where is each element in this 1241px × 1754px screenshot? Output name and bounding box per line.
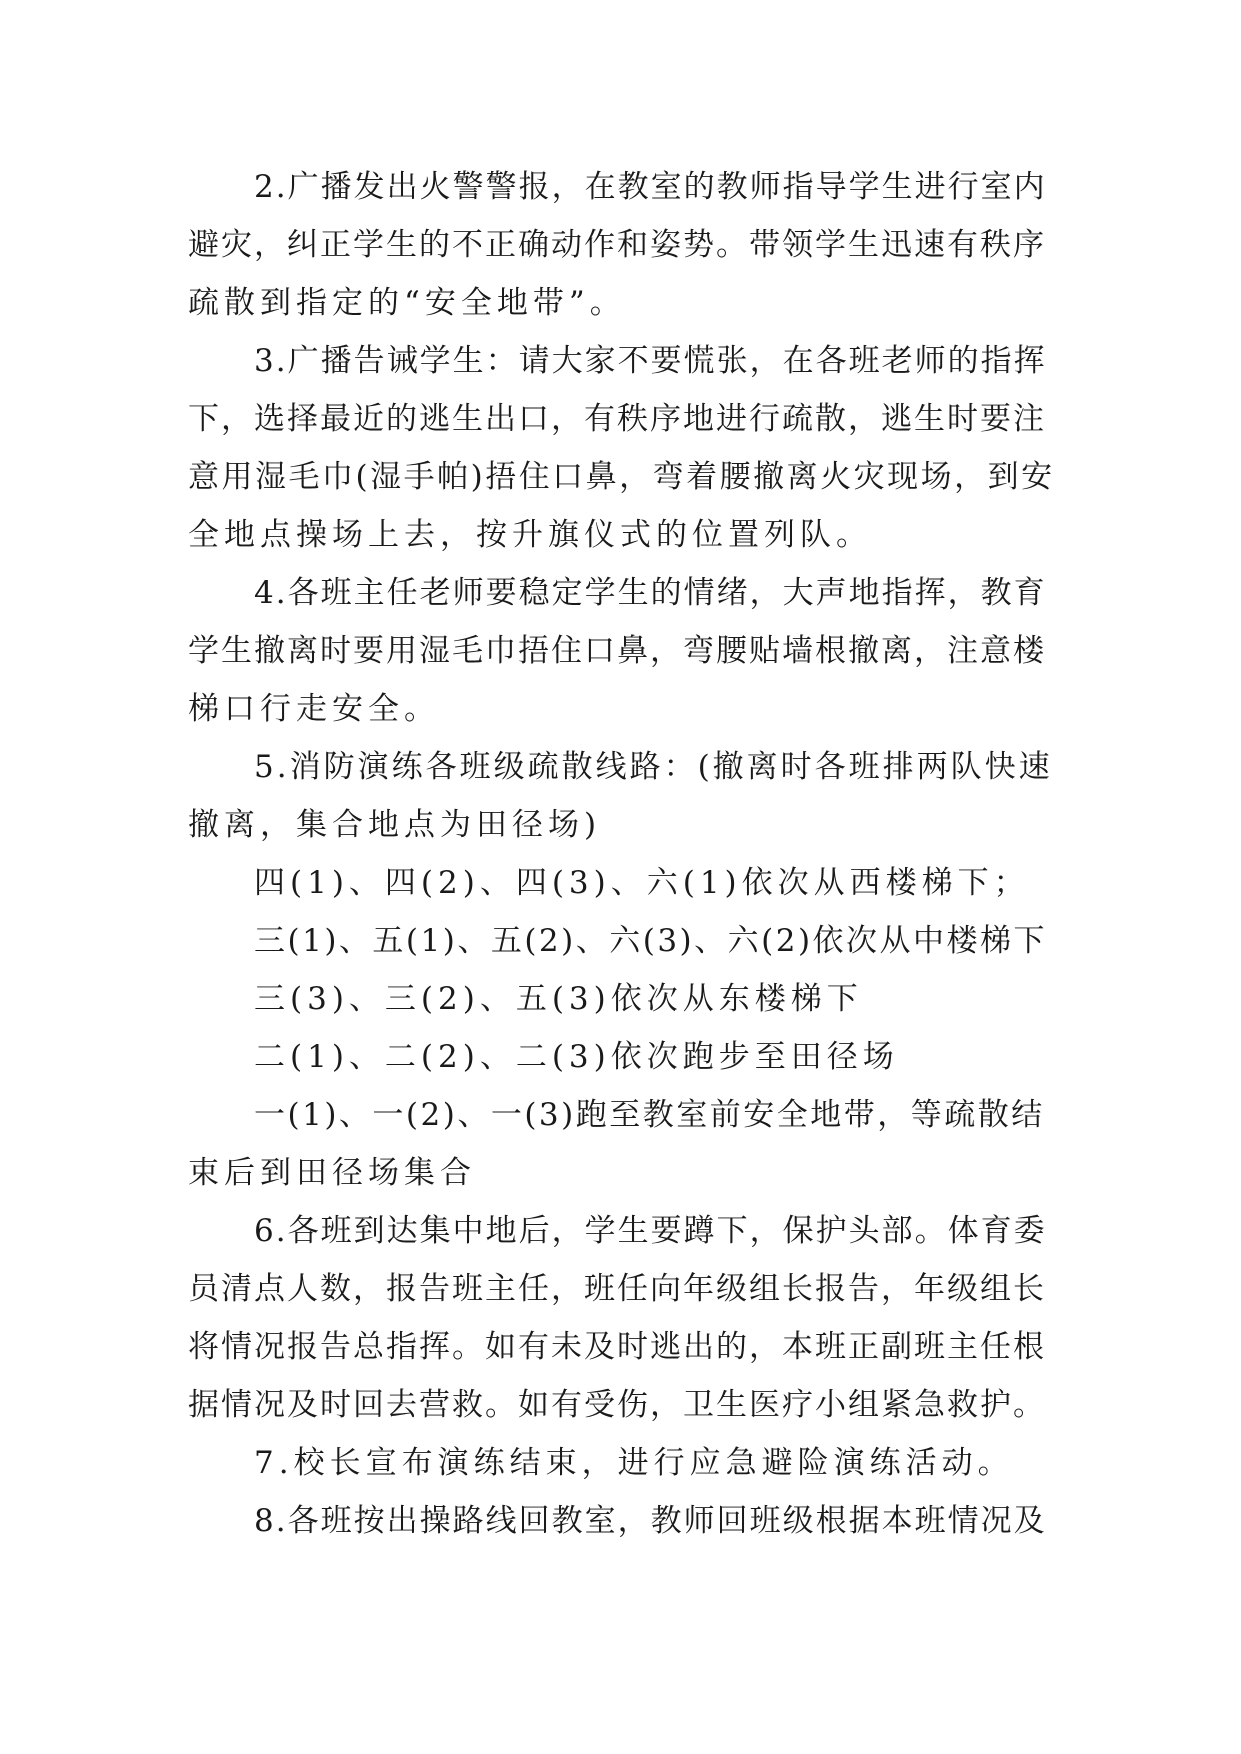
text-line-16: 二(1)、二(2)、二(3)依次跑步至田径场: [254, 1039, 899, 1075]
text-line-12: 撤离，集合地点为田径场): [188, 807, 602, 843]
text-line-24: 8.各班按出操路线回教室，教师回班级根据本班情况及: [254, 1503, 1047, 1539]
text-line-23: 7.校长宣布演练结束，进行应急避险演练活动。: [254, 1445, 1014, 1481]
text-line-8: 4.各班主任老师要稳定学生的情绪，大声地指挥，教育: [254, 575, 1047, 611]
text-line-21: 将情况报告总指挥。如有未及时逃出的，本班正副班主任根: [188, 1329, 1046, 1365]
text-line-7: 全地点操场上去，按升旗仪式的位置列队。: [188, 517, 872, 553]
text-line-11: 5.消防演练各班级疏散线路：(撤离时各班排两队快速: [254, 749, 1053, 785]
text-line-14: 三(1)、五(1)、五(2)、六(3)、六(2)依次从中楼梯下: [254, 923, 1048, 959]
text-line-18: 束后到田径场集合: [188, 1155, 476, 1191]
text-line-17: 一(1)、一(2)、一(3)跑至教室前安全地带，等疏散结: [254, 1097, 1045, 1133]
text-line-6: 意用湿毛巾(湿手帕)捂住口鼻，弯着腰撤离火灾现场，到安: [188, 459, 1055, 495]
text-line-1: 2.广播发出火警警报，在教室的教师指导学生进行室内: [254, 169, 1047, 205]
text-line-5: 下，选择最近的逃生出口，有秩序地进行疏散，逃生时要注: [188, 401, 1046, 437]
text-line-3: 疏散到指定的“安全地带”。: [188, 285, 626, 321]
text-line-10: 梯口行走安全。: [188, 691, 440, 727]
text-line-20: 员清点人数，报告班主任，班任向年级组长报告，年级组长: [188, 1271, 1046, 1307]
text-line-2: 避灾，纠正学生的不正确动作和姿势。带领学生迅速有秩序: [188, 227, 1046, 263]
text-line-15: 三(3)、三(2)、五(3)依次从东楼梯下: [254, 981, 863, 1017]
text-line-13: 四(1)、四(2)、四(3)、六(1)依次从西楼梯下；: [254, 865, 1030, 901]
text-line-4: 3.广播告诫学生：请大家不要慌张，在各班老师的指挥: [254, 343, 1047, 379]
text-line-19: 6.各班到达集中地后，学生要蹲下，保护头部。体育委: [254, 1213, 1047, 1249]
text-line-9: 学生撤离时要用湿毛巾捂住口鼻，弯腰贴墙根撤离，注意楼: [188, 633, 1046, 669]
document-body: [188, 158, 1058, 1550]
text-line-22: 据情况及时回去营救。如有受伤，卫生医疗小组紧急救护。: [188, 1387, 1046, 1423]
